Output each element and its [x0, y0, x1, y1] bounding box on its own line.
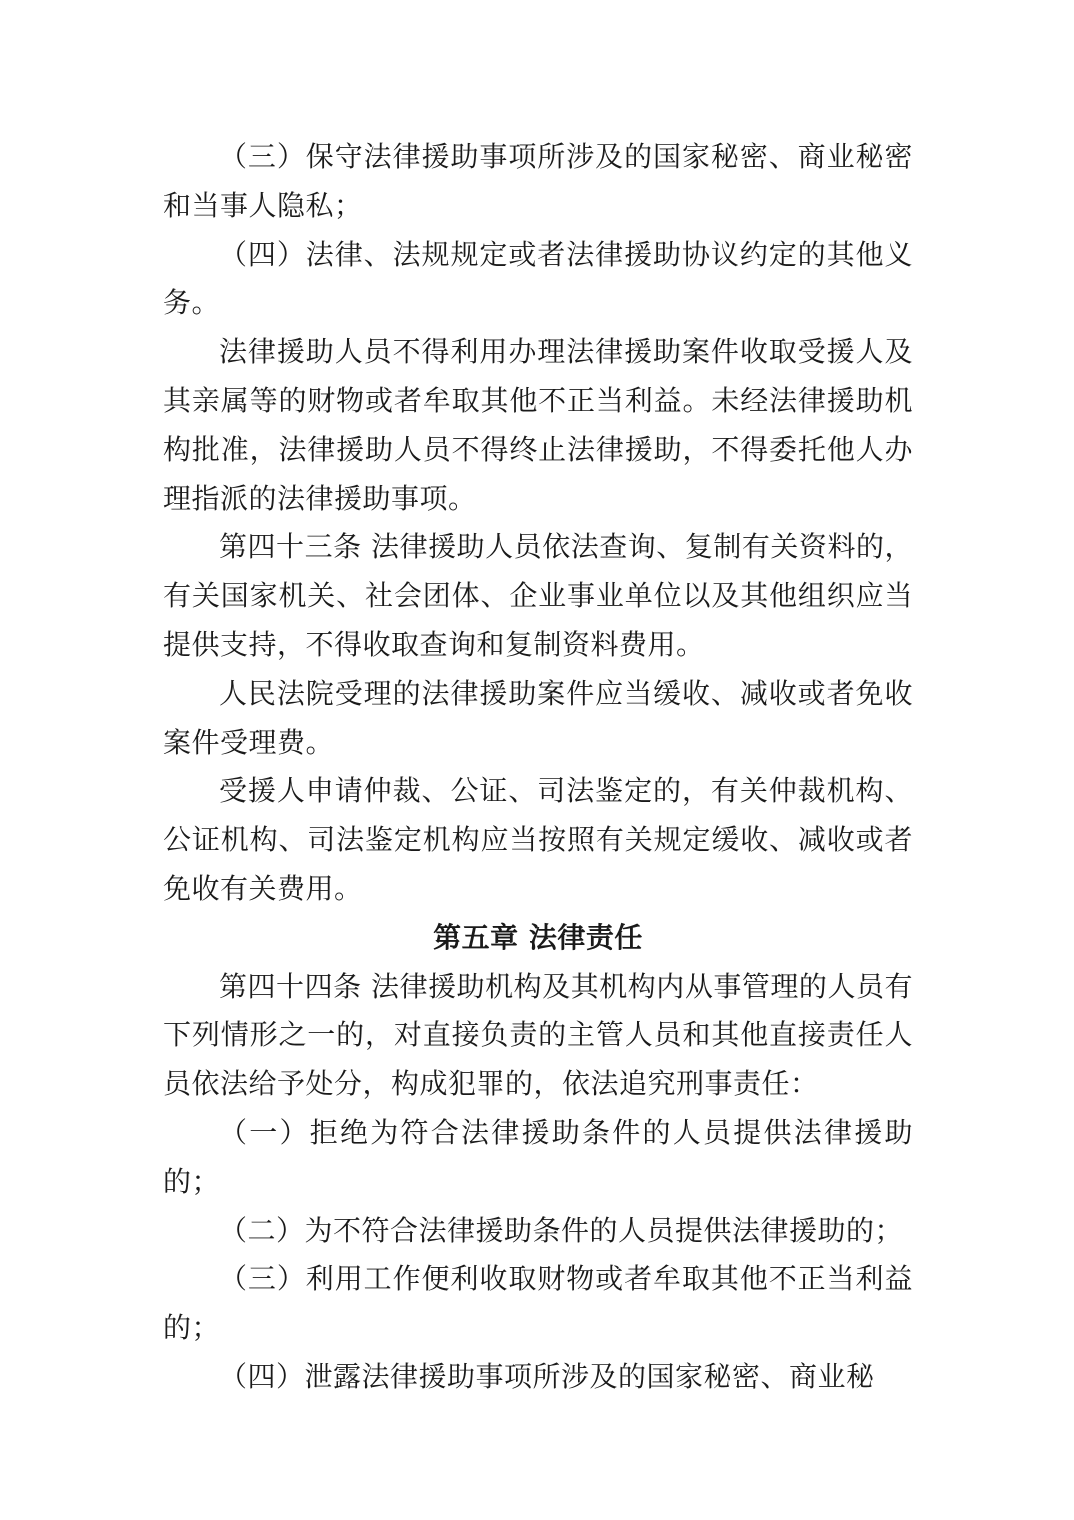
document-page: [163, 133, 913, 1402]
list-item-4: （四）泄露法律援助事项所涉及的国家秘密、商业秘: [219, 1359, 875, 1393]
paragraph-prohibitions: 法律援助人员不得利用办理法律援助案件收取受援人及其亲属等的财物或者牟取其他不正当利益。未经法律援助机构批准，法律援助人员不得终止法律援助，不得委托他人办理指派的法律援助事项。: [163, 335, 913, 515]
article-44: 第四十四条 法律援助机构及其机构内从事管理的人员有下列情形之一的，对直接负责的主管人员和其他直接责任人员依法给予处分，构成犯罪的，依法追究刑事责任：: [163, 969, 913, 1101]
list-item-1: （一）拒绝为符合法律援助条件的人员提供法律援助的；: [163, 1115, 913, 1198]
paragraph-arbitration-fees: 受援人申请仲裁、公证、司法鉴定的，有关仲裁机构、公证机构、司法鉴定机构应当按照有关规定缓收、减收或者免收有关费用。: [163, 774, 913, 905]
article-43: 第四十三条 法律援助人员依法查询、复制有关资料的，有关国家机关、社会团体、企业事业单位以及其他组织应当提供支持，不得收取查询和复制资料费用。: [163, 530, 913, 661]
list-item-3: （三）利用工作便利收取财物或者牟取其他不正当利益的；: [163, 1262, 913, 1345]
paragraph-other-obligations: （四）法律、法规规定或者法律援助协议约定的其他义务。: [163, 237, 913, 320]
chapter-heading: 第五章 法律责任: [433, 920, 643, 954]
paragraph-court-fees: 人民法院受理的法律援助案件应当缓收、减收或者免收案件受理费。: [163, 676, 913, 759]
list-item-2: （二）为不符合法律援助条件的人员提供法律援助的；: [219, 1213, 904, 1247]
paragraph-confidentiality: （三）保守法律援助事项所涉及的国家秘密、商业秘密和当事人隐私；: [163, 140, 913, 222]
